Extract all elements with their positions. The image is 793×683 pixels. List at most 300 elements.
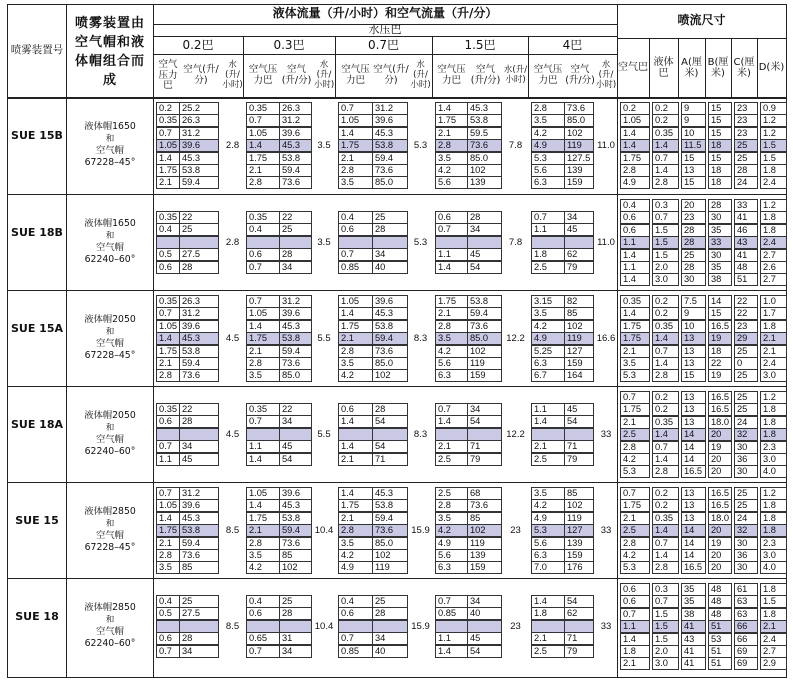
spray-cell: 0.7 bbox=[652, 152, 679, 165]
spray-cell: 32 bbox=[734, 524, 758, 537]
spray-cell: 22 bbox=[708, 357, 732, 370]
air-pressure-cell: 2.1 bbox=[338, 453, 373, 466]
air-flow-cell: 59.4 bbox=[372, 152, 408, 165]
air-pressure-cell: 5.6 bbox=[435, 357, 468, 370]
spray-cell: 1.0 bbox=[760, 295, 787, 308]
spray-cell: 0 bbox=[734, 357, 758, 370]
air-flow-cell: 59.4 bbox=[279, 164, 312, 177]
air-pressure-cell: 6.3 bbox=[531, 357, 565, 370]
air-pressure-cell: 4.2 bbox=[531, 320, 565, 333]
air-pressure-cell: 4.2 bbox=[338, 369, 373, 382]
liquid-cap: 液体帽1650 bbox=[84, 121, 136, 132]
air-pressure-cell: 1.75 bbox=[156, 524, 180, 537]
spray-cell: 1.4 bbox=[652, 139, 679, 152]
air-flow-cell: 31.2 bbox=[279, 114, 312, 127]
air-pressure-cell: 0.6 bbox=[156, 415, 180, 428]
liquid-cap: 液体帽2050 bbox=[84, 314, 136, 325]
air-pressure-cell: 1.1 bbox=[435, 248, 468, 261]
spray-cell: 1.2 bbox=[760, 114, 787, 127]
spray-cell: 4.0 bbox=[760, 561, 787, 574]
spray-cell: 19 bbox=[708, 537, 732, 550]
water-flow-value: 33 bbox=[600, 429, 612, 440]
air-pressure-cell: 2.8 bbox=[435, 499, 468, 512]
spray-cell: 1.4 bbox=[652, 332, 679, 345]
liquid-cap: 液体帽2850 bbox=[84, 506, 136, 517]
spray-cell: 20 bbox=[681, 199, 706, 212]
spray-cell: 2.1 bbox=[620, 416, 650, 429]
spray-cell: 13 bbox=[681, 164, 706, 177]
spray-cell: 14 bbox=[681, 428, 706, 441]
spray-cell: 9 bbox=[681, 102, 706, 115]
air-flow-cell: 25 bbox=[179, 595, 219, 608]
water-flow-value: 5.3 bbox=[413, 237, 428, 248]
spray-cell: 4.2 bbox=[620, 453, 650, 466]
spray-cell: 41 bbox=[681, 620, 706, 633]
air-flow-cell: 45.3 bbox=[467, 102, 502, 115]
air-pressure-cell bbox=[435, 620, 468, 633]
air-pressure-cell: 3.5 bbox=[338, 537, 373, 550]
spray-cell: 2.7 bbox=[760, 249, 787, 262]
air-flow-cell: 28 bbox=[179, 261, 219, 274]
spray-cell: 48 bbox=[734, 261, 758, 274]
spray-cell: 0.7 bbox=[620, 487, 650, 500]
spray-cell: 2.4 bbox=[760, 236, 787, 249]
air-flow-cell: 28 bbox=[179, 632, 219, 645]
spray-cell: 28 bbox=[681, 236, 706, 249]
spray-cell: 15 bbox=[708, 127, 732, 140]
air-pressure-cell bbox=[531, 236, 565, 249]
spray-cell: 0.7 bbox=[620, 391, 650, 404]
air-flow-cell: 73.6 bbox=[467, 320, 502, 333]
air-cap: 67228–45° bbox=[84, 157, 136, 168]
air-pressure-cell: 0.6 bbox=[338, 607, 373, 620]
air-pressure-cell: 0.7 bbox=[435, 403, 468, 416]
air-flow-cell: 102 bbox=[467, 345, 502, 358]
water-flow-value: 5.5 bbox=[317, 333, 331, 344]
spray-cell: 18 bbox=[708, 345, 732, 358]
air-flow-cell: 59.4 bbox=[179, 176, 219, 189]
air-flow-cell: 39.6 bbox=[279, 127, 312, 140]
liquid-cap: 液体帽2050 bbox=[84, 410, 136, 421]
air-flow-cell: 25 bbox=[179, 223, 219, 236]
spray-cell: 51 bbox=[708, 645, 732, 658]
spray-cell: 0.3 bbox=[652, 199, 679, 212]
air-pressure-cell: 0.85 bbox=[338, 261, 373, 274]
spray-cell: 48 bbox=[708, 583, 732, 596]
air-flow-cell: 85 bbox=[564, 487, 594, 500]
air-pressure-cell: 0.7 bbox=[246, 295, 280, 308]
water-flow-subheader: 水(升/小时) bbox=[410, 60, 431, 90]
air-pressure-cell: 3.5 bbox=[531, 114, 565, 127]
air-flow-cell: 39.6 bbox=[372, 295, 408, 308]
spray-cell: 13 bbox=[681, 499, 706, 512]
spray-cell: 25 bbox=[681, 249, 706, 262]
group-separator bbox=[7, 97, 787, 98]
air-pressure-cell: 0.7 bbox=[156, 645, 180, 658]
air-flow-cell: 28 bbox=[179, 415, 219, 428]
air-pressure-cell bbox=[246, 236, 280, 249]
spray-cell: 0.2 bbox=[652, 391, 679, 404]
spray-cell: 4.2 bbox=[620, 549, 650, 562]
air-pressure-cell bbox=[531, 620, 565, 633]
air-pressure-cell: 3.5 bbox=[435, 332, 468, 345]
air-pressure-cell: 1.1 bbox=[246, 440, 280, 453]
air-flow-cell bbox=[179, 236, 219, 249]
group-separator bbox=[7, 482, 787, 483]
air-flow-cell: 85.0 bbox=[372, 176, 408, 189]
air-pressure-cell: 2.1 bbox=[156, 357, 180, 370]
spray-cell: 13 bbox=[681, 357, 706, 370]
air-pressure-cell: 1.75 bbox=[435, 295, 468, 308]
air-flow-cell: 54 bbox=[279, 453, 312, 466]
spray-cell: 1.5 bbox=[760, 595, 787, 608]
air-pressure-cell: 2.8 bbox=[156, 549, 180, 562]
air-flow-cell: 102 bbox=[467, 524, 502, 537]
air-pressure-cell: 1.4 bbox=[246, 320, 280, 333]
spray-cell: 7.5 bbox=[681, 295, 706, 308]
spray-cell: 3.5 bbox=[620, 357, 650, 370]
air-flow-cell: 159 bbox=[564, 549, 594, 562]
spray-cell: 1.8 bbox=[760, 164, 787, 177]
spray-cell: 2.4 bbox=[760, 176, 787, 189]
air-flow-cell bbox=[372, 620, 408, 633]
spray-cell: 1.8 bbox=[760, 428, 787, 441]
spray-cell: 0.6 bbox=[620, 224, 650, 237]
air-pressure-subheader: 空气压力巴 bbox=[533, 64, 563, 86]
spray-cell: 15 bbox=[708, 102, 732, 115]
nozzle-id: SUE 18B bbox=[11, 226, 63, 239]
spray-cell: 1.75 bbox=[620, 499, 650, 512]
spray-cell: 30 bbox=[708, 249, 732, 262]
air-flow-cell: 71 bbox=[467, 440, 502, 453]
spray-cell: 35 bbox=[681, 583, 706, 596]
spray-cell: 1.4 bbox=[652, 428, 679, 441]
air-pressure-cell: 4.2 bbox=[435, 164, 468, 177]
air-flow-cell bbox=[564, 428, 594, 441]
air-pressure-cell: 0.7 bbox=[156, 440, 180, 453]
spray-cell: 0.35 bbox=[620, 295, 650, 308]
air-flow-cell: 119 bbox=[467, 537, 502, 550]
air-flow-cell bbox=[179, 620, 219, 633]
air-flow-cell: 102 bbox=[372, 549, 408, 562]
spray-cell: 1.5 bbox=[652, 236, 679, 249]
air-pressure-cell: 2.1 bbox=[246, 345, 280, 358]
nozzle-id: SUE 15A bbox=[10, 322, 64, 335]
pressure-header: 4巴 bbox=[562, 37, 583, 52]
and-label: 和 bbox=[105, 423, 115, 433]
spray-cell: 15 bbox=[708, 114, 732, 127]
air-flow-cell: 85.0 bbox=[372, 537, 408, 550]
water-flow-value: 8.5 bbox=[225, 525, 240, 536]
air-pressure-cell bbox=[338, 620, 373, 633]
spray-cell: 1.4 bbox=[620, 127, 650, 140]
air-flow-cell: 40 bbox=[372, 261, 408, 274]
air-pressure-subheader: 空气压力巴 bbox=[437, 64, 466, 86]
air-pressure-cell: 2.5 bbox=[531, 645, 565, 658]
air-pressure-cell: 2.1 bbox=[531, 632, 565, 645]
spray-cell: 0.7 bbox=[652, 537, 679, 550]
pressure-header: 0.2巴 bbox=[182, 37, 214, 52]
air-flow-cell: 59.4 bbox=[372, 512, 408, 525]
spray-cell: 1.2 bbox=[760, 391, 787, 404]
air-pressure-cell: 4.2 bbox=[531, 499, 565, 512]
air-flow-cell bbox=[467, 428, 502, 441]
spray-cell: 24 bbox=[734, 416, 758, 429]
air-pressure-cell: 1.1 bbox=[531, 403, 565, 416]
spray-cell: 28 bbox=[734, 164, 758, 177]
air-pressure-cell: 2.1 bbox=[246, 524, 280, 537]
air-flow-cell: 102 bbox=[564, 499, 594, 512]
air-flow-cell: 54 bbox=[564, 595, 594, 608]
air-flow-cell: 73.6 bbox=[179, 369, 219, 382]
air-pressure-cell: 2.8 bbox=[338, 164, 373, 177]
air-flow-cell: 73.6 bbox=[372, 164, 408, 177]
spray-cell: 1.75 bbox=[620, 152, 650, 165]
air-flow-cell: 54 bbox=[467, 645, 502, 658]
air-pressure-cell bbox=[435, 236, 468, 249]
air-flow-cell: 73.6 bbox=[467, 139, 502, 152]
air-flow-cell: 53.8 bbox=[279, 512, 312, 525]
spray-cell: 22 bbox=[734, 295, 758, 308]
air-flow-cell: 73.6 bbox=[372, 345, 408, 358]
air-flow-cell bbox=[467, 620, 502, 633]
air-pressure-cell: 0.6 bbox=[338, 223, 373, 236]
water-flow-value: 2.8 bbox=[225, 140, 240, 151]
air-pressure-cell: 0.7 bbox=[156, 127, 180, 140]
air-pressure-cell: 1.75 bbox=[246, 512, 280, 525]
air-flow-cell: 34 bbox=[279, 645, 312, 658]
air-pressure-cell: 1.1 bbox=[531, 223, 565, 236]
air-flow-cell: 59.4 bbox=[279, 524, 312, 537]
air-flow-cell: 34 bbox=[279, 415, 312, 428]
air-pressure-cell: 1.75 bbox=[338, 139, 373, 152]
spray-cell: 14 bbox=[681, 549, 706, 562]
spray-cell: 1.8 bbox=[760, 211, 787, 224]
spray-cell: 13 bbox=[681, 512, 706, 525]
spray-cell: 2.1 bbox=[620, 512, 650, 525]
air-flow-cell: 27.5 bbox=[179, 248, 219, 261]
spray-cell: 2.1 bbox=[760, 332, 787, 345]
spray-cell: 2.8 bbox=[652, 369, 679, 382]
spray-cell: 13 bbox=[681, 332, 706, 345]
air-flow-cell: 85.0 bbox=[564, 114, 594, 127]
air-pressure-cell: 2.8 bbox=[246, 357, 280, 370]
air-pressure-cell: 1.4 bbox=[435, 645, 468, 658]
spray-cell: 0.3 bbox=[652, 583, 679, 596]
air-flow-cell: 59.4 bbox=[279, 345, 312, 358]
spray-cell: 20 bbox=[708, 465, 732, 478]
air-pressure-cell: 0.6 bbox=[246, 607, 280, 620]
spray-cell: 2.5 bbox=[620, 428, 650, 441]
water-flow-subheader: 水(升/小时) bbox=[313, 60, 335, 90]
air-flow-cell: 22 bbox=[179, 403, 219, 416]
air-pressure-cell bbox=[246, 620, 280, 633]
air-pressure-cell: 4.2 bbox=[531, 127, 565, 140]
air-pressure-cell: 2.5 bbox=[531, 261, 565, 274]
water-flow-value: 10.4 bbox=[314, 525, 334, 536]
air-pressure-cell: 1.1 bbox=[156, 453, 180, 466]
spray-cell: 18 bbox=[708, 139, 732, 152]
spray-cell: 15 bbox=[681, 152, 706, 165]
spray-cell: 1.4 bbox=[652, 164, 679, 177]
air-pressure-cell bbox=[156, 620, 180, 633]
air-flow-cell: 25.2 bbox=[179, 102, 219, 115]
air-flow-subheader: 空气(升/分) bbox=[183, 64, 219, 86]
air-flow-cell: 127 bbox=[564, 345, 594, 358]
spray-cell: 0.9 bbox=[760, 102, 787, 115]
air-flow-cell: 26.3 bbox=[179, 295, 219, 308]
air-pressure-cell: 0.2 bbox=[156, 102, 180, 115]
air-pressure-cell: 1.4 bbox=[435, 415, 468, 428]
spray-cell: 9 bbox=[681, 307, 706, 320]
air-pressure-cell: 1.05 bbox=[246, 487, 280, 500]
water-flow-value: 33 bbox=[600, 621, 612, 632]
spray-cell: 1.4 bbox=[620, 307, 650, 320]
air-flow-cell: 31 bbox=[279, 632, 312, 645]
air-flow-cell bbox=[372, 428, 408, 441]
spray-cell: 20 bbox=[708, 428, 732, 441]
pressure-header: 1.5巴 bbox=[464, 37, 496, 52]
air-flow-cell: 45.3 bbox=[372, 307, 408, 320]
air-pressure-cell: 2.1 bbox=[435, 127, 468, 140]
air-cap: 67228–45° bbox=[84, 350, 136, 361]
spray-cell: 28 bbox=[681, 261, 706, 274]
air-pressure-cell: 0.7 bbox=[246, 415, 280, 428]
spray-cell: 2.3 bbox=[760, 537, 787, 550]
air-pressure-cell: 6.3 bbox=[531, 549, 565, 562]
spray-cell: 4.0 bbox=[760, 465, 787, 478]
air-pressure-cell: 2.1 bbox=[338, 332, 373, 345]
air-pressure-cell: 6.3 bbox=[435, 369, 468, 382]
spray-cell: 13 bbox=[681, 391, 706, 404]
air-flow-cell: 45 bbox=[564, 223, 594, 236]
air-pressure-cell: 1.4 bbox=[156, 512, 180, 525]
air-pressure-cell: 4.9 bbox=[435, 537, 468, 550]
air-pressure-cell: 5.6 bbox=[435, 176, 468, 189]
spray-cell: 30 bbox=[708, 211, 732, 224]
air-flow-cell: 79 bbox=[564, 645, 594, 658]
air-pressure-cell: 1.4 bbox=[338, 127, 373, 140]
spray-cell: 14 bbox=[681, 441, 706, 454]
air-pressure-cell: 4.9 bbox=[531, 332, 565, 345]
air-cap: 62240–60° bbox=[84, 254, 136, 265]
air-flow-cell: 127 bbox=[564, 524, 594, 537]
air-flow-subheader: 空气(升/分) bbox=[470, 64, 501, 86]
spray-cell: 38 bbox=[708, 273, 732, 286]
spray-cell: 2.7 bbox=[760, 273, 787, 286]
air-flow-cell bbox=[279, 620, 312, 633]
spray-cell: 16.5 bbox=[708, 403, 732, 416]
spray-cell: 61 bbox=[734, 583, 758, 596]
air-flow-cell: 119 bbox=[467, 357, 502, 370]
spray-cell: 0.6 bbox=[620, 211, 650, 224]
liquid-cap: 液体帽2850 bbox=[84, 602, 136, 613]
air-cap: 62240–60° bbox=[84, 638, 136, 649]
air-flow-cell: 45.3 bbox=[279, 320, 312, 333]
air-flow-cell: 119 bbox=[564, 512, 594, 525]
spray-cell: 20 bbox=[708, 524, 732, 537]
air-pressure-cell: 0.6 bbox=[156, 261, 180, 274]
air-pressure-cell: 6.3 bbox=[531, 176, 565, 189]
spray-cell: 0.2 bbox=[652, 499, 679, 512]
air-flow-cell: 139 bbox=[564, 164, 594, 177]
air-flow-cell: 119 bbox=[372, 561, 408, 574]
air-pressure-cell: 1.4 bbox=[156, 152, 180, 165]
air-pressure-cell: 0.4 bbox=[246, 595, 280, 608]
water-flow-subheader: 水(升/小时) bbox=[595, 60, 617, 90]
air-pressure-cell: 1.4 bbox=[531, 415, 565, 428]
air-flow-cell: 34 bbox=[279, 261, 312, 274]
water-flow-value: 23 bbox=[510, 525, 521, 536]
air-cap-label: 空气帽 bbox=[96, 626, 124, 637]
spray-cell: 29 bbox=[734, 332, 758, 345]
spray-cell: 0.2 bbox=[652, 295, 679, 308]
air-pressure-cell: 0.65 bbox=[246, 632, 280, 645]
and-label: 和 bbox=[105, 327, 115, 337]
air-pressure-cell: 0.7 bbox=[246, 645, 280, 658]
air-flow-cell: 45.3 bbox=[279, 139, 312, 152]
spray-cell: 1.75 bbox=[620, 403, 650, 416]
air-pressure-cell: 0.6 bbox=[435, 211, 468, 224]
spray-cell: 3.0 bbox=[760, 369, 787, 382]
spray-cell: 1.8 bbox=[760, 583, 787, 596]
spray-cell: 48 bbox=[708, 608, 732, 621]
spray-cell: 30 bbox=[734, 561, 758, 574]
air-pressure-cell: 0.35 bbox=[156, 211, 180, 224]
air-flow-cell: 25 bbox=[279, 595, 312, 608]
air-flow-cell: 28 bbox=[372, 223, 408, 236]
air-cap-label: 空气帽 bbox=[96, 145, 124, 156]
spray-cell: 14 bbox=[681, 537, 706, 550]
air-flow-cell: 119 bbox=[564, 139, 594, 152]
spray-cell: 0.35 bbox=[652, 416, 679, 429]
water-flow-value: 3.5 bbox=[317, 140, 331, 151]
spray-cell: 24 bbox=[734, 512, 758, 525]
air-flow-cell: 53.8 bbox=[279, 152, 312, 165]
air-pressure-cell bbox=[156, 428, 180, 441]
spray-cell: 1.5 bbox=[652, 249, 679, 262]
water-flow-value: 11.0 bbox=[597, 237, 615, 248]
air-pressure-cell: 3.5 bbox=[531, 307, 565, 320]
spray-cell: 1.8 bbox=[760, 224, 787, 237]
air-pressure-cell: 1.4 bbox=[246, 453, 280, 466]
water-flow-value: 5.3 bbox=[413, 140, 428, 151]
air-flow-cell: 45 bbox=[279, 440, 312, 453]
air-flow-cell: 45.3 bbox=[179, 512, 219, 525]
air-flow-cell: 53.8 bbox=[179, 164, 219, 177]
air-pressure-cell: 2.1 bbox=[156, 176, 180, 189]
spray-cell: 1.5 bbox=[760, 139, 787, 152]
water-flow-value: 23 bbox=[510, 621, 521, 632]
spray-cell: 51 bbox=[708, 657, 732, 670]
water-flow-value: 7.8 bbox=[508, 237, 523, 248]
air-pressure-cell: 0.85 bbox=[338, 645, 373, 658]
spray-cell: 2.0 bbox=[652, 645, 679, 658]
spray-cell: 1.8 bbox=[760, 512, 787, 525]
spray-cell: 18 bbox=[708, 164, 732, 177]
air-pressure-cell: 1.8 bbox=[531, 248, 565, 261]
pressure-header: 0.7巴 bbox=[367, 37, 400, 52]
air-pressure-cell: 2.8 bbox=[338, 345, 373, 358]
air-pressure-cell: 0.35 bbox=[246, 403, 280, 416]
spray-cell: 23 bbox=[734, 320, 758, 333]
spray-cell: 1.8 bbox=[760, 499, 787, 512]
air-pressure-cell: 0.6 bbox=[156, 632, 180, 645]
air-flow-cell: 159 bbox=[564, 357, 594, 370]
air-pressure-cell: 7.0 bbox=[531, 561, 565, 574]
spray-cell: 1.4 bbox=[620, 273, 650, 286]
air-pressure-cell bbox=[531, 428, 565, 441]
